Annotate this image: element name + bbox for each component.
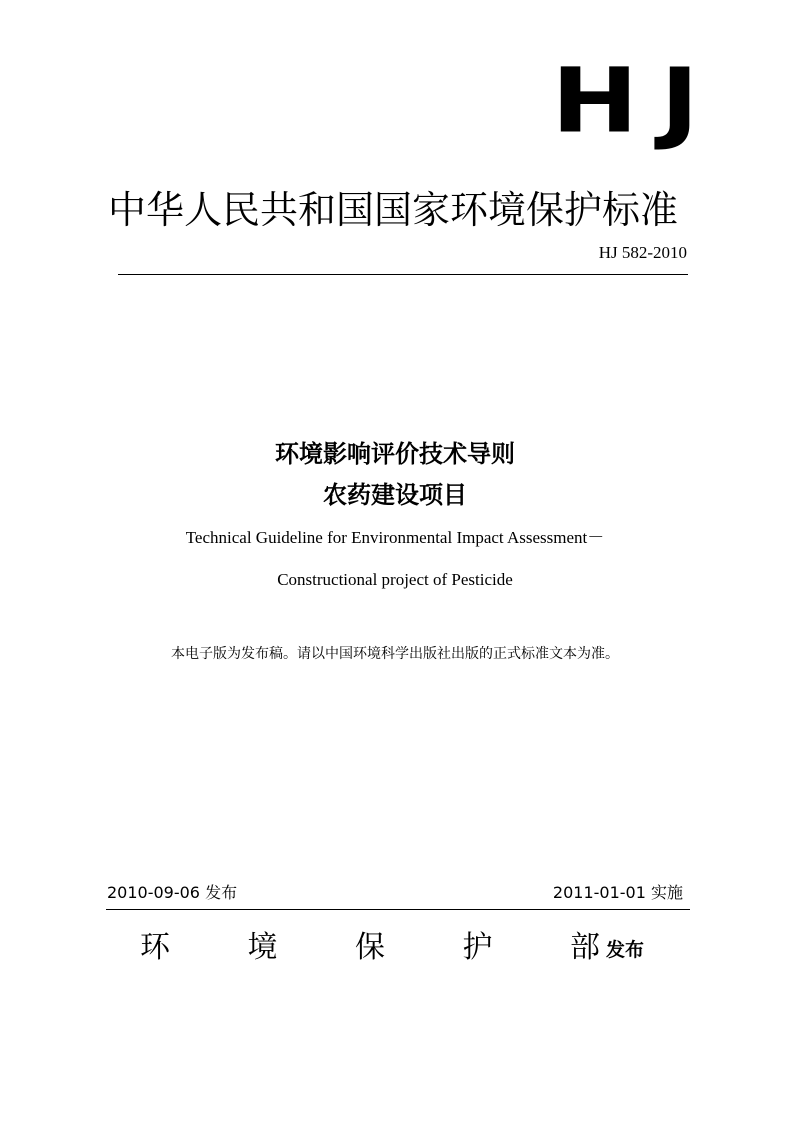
- issuer-char: 环: [140, 930, 170, 965]
- issuing-ministry: [140, 926, 600, 970]
- header-divider: [118, 274, 688, 275]
- electronic-version-notice: 本电子版为发布稿。请以中国环境科学出版社出版的正式标准文本为准。: [171, 646, 619, 662]
- hj-logo: HJ: [551, 48, 721, 154]
- footer-divider: [106, 909, 690, 910]
- cn-title-line-2: 农药建设项目: [323, 481, 467, 509]
- issue-date: 2010-09-06 发布: [107, 883, 238, 902]
- issuer-char: 保: [355, 930, 385, 965]
- standard-number: HJ 582-2010: [598, 243, 687, 262]
- issuer-char: 部: [570, 930, 600, 965]
- en-title-line-2: Constructional project of Pesticide: [277, 570, 513, 589]
- en-title-line-1: Technical Guideline for Environmental Impact Assessment－: [185, 528, 605, 547]
- issuer-char: 护: [462, 930, 493, 965]
- publish-label: 发布: [606, 939, 645, 961]
- effective-date: 2011-01-01 实施: [552, 883, 683, 902]
- national-standard-title: 中华人民共和国国家环境保护标准: [108, 188, 679, 232]
- issuer-char: 境: [247, 930, 278, 965]
- cn-title-line-1: 环境影响评价技术导则: [275, 440, 515, 468]
